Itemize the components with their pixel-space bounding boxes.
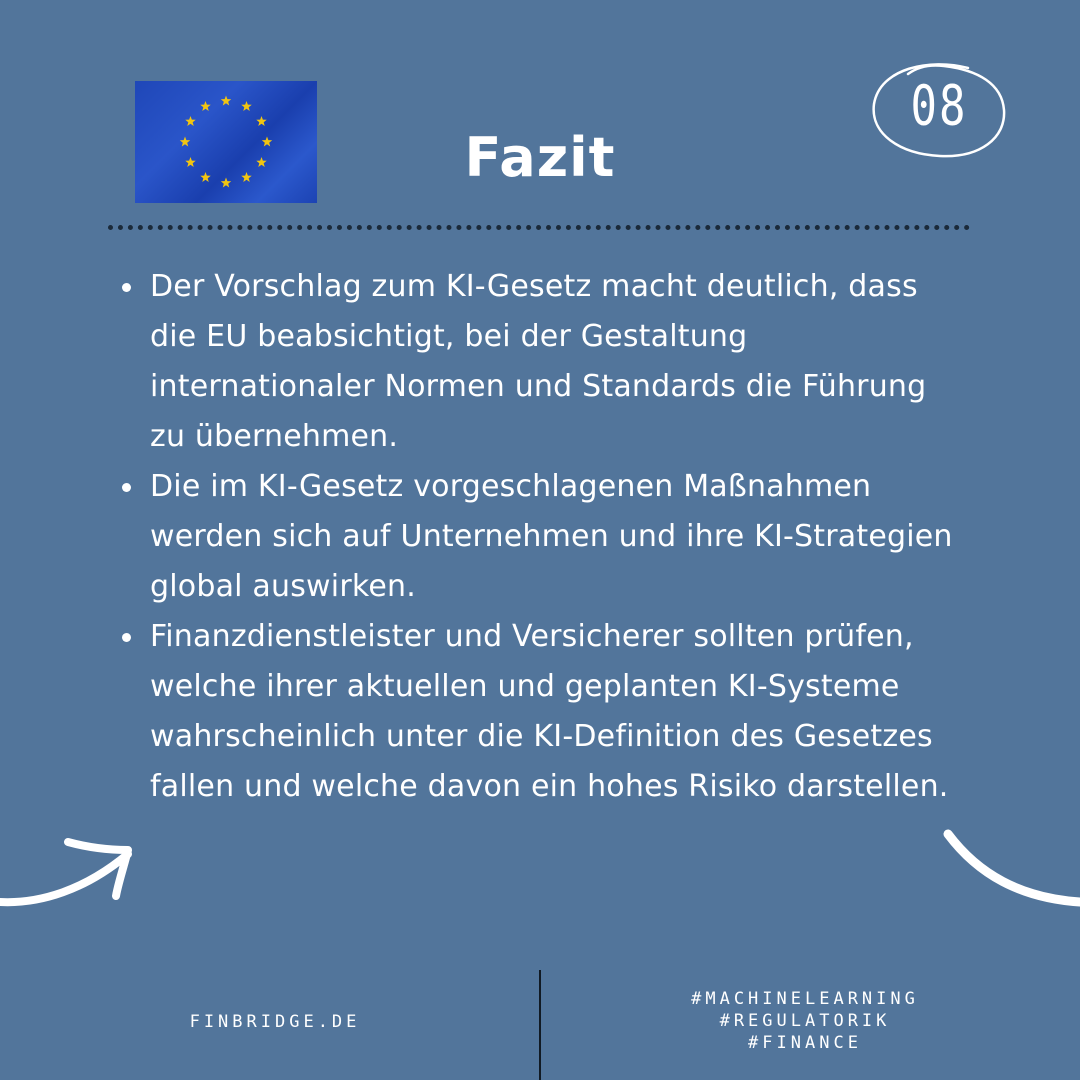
footer-divider <box>539 970 541 1080</box>
star-icon <box>241 101 251 111</box>
hashtag[interactable]: #FINANCE <box>748 1033 862 1053</box>
star-icon <box>200 101 210 111</box>
website-link[interactable]: FINBRIDGE.DE <box>189 1012 361 1032</box>
bullet-item: Finanzdienstleister und Versicherer sollten prüfen, welche ihrer aktuellen und geplanten KI-Systeme wahrscheinlich unter die KI-Definition des Gesetzes fallen und welche davon ein hohes Risiko darstellen. <box>150 612 970 812</box>
bullet-item: Die im KI-Gesetz vorgeschlagenen Maßnahmen werden sich auf Unternehmen und ihre KI-Strategien global auswirken. <box>150 462 970 612</box>
bullet-list <box>150 262 970 812</box>
curved-line-icon <box>940 828 1080 914</box>
hashtag-list <box>650 988 960 1054</box>
hashtag[interactable]: #MACHINELEARNING <box>691 989 919 1009</box>
hashtag[interactable]: #REGULATORIK <box>719 1011 891 1031</box>
page-title: Fazit <box>464 126 616 189</box>
page-number: 08 <box>910 74 968 139</box>
dotted-divider <box>108 225 970 230</box>
bullet-item: Der Vorschlag zum KI-Gesetz macht deutlich, dass die EU beabsichtigt, bei der Gestaltung internationaler Normen und Standards die Führung zu übernehmen. <box>150 262 970 462</box>
star-icon <box>221 96 231 106</box>
arrow-right-icon <box>0 832 140 912</box>
